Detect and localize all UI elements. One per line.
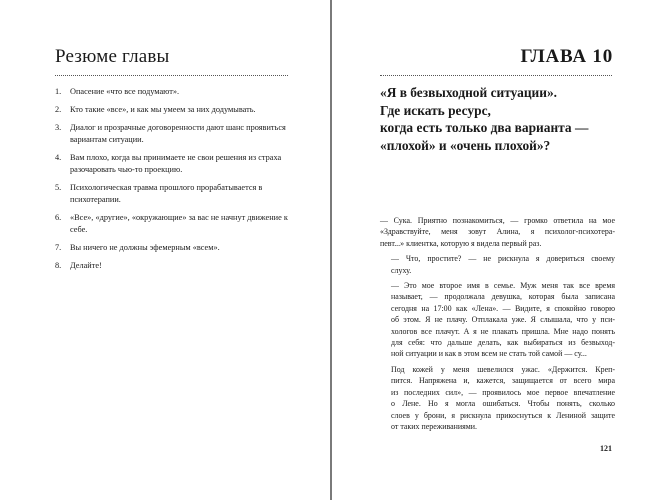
summary-item-text: Диалог и прозрачные договоренности дают шанс проявиться вариантам ситуации.: [70, 123, 286, 144]
summary-item: [55, 182, 295, 206]
summary-item: [55, 260, 295, 272]
body-paragraph: [380, 364, 615, 432]
summary-item: [55, 86, 295, 98]
summary-item-number: 1.: [55, 87, 62, 96]
summary-item: [55, 104, 295, 116]
body-line: Под кожей у меня шевелился ужас. «Держится. Креп-: [391, 364, 615, 374]
body-line: — Сука. Приятно познакомиться, — громко ответила на мое: [380, 216, 615, 225]
summary-list: [55, 86, 295, 278]
summary-item-text: Вы ничего не должны эфемерным «всем».: [70, 243, 220, 252]
body-line: сегодня на 17:00 как «Лена». — Видите, я спокойно говорю: [391, 303, 615, 313]
summary-item-number: 6.: [55, 213, 62, 222]
chapter-divider: [380, 75, 612, 76]
summary-item: [55, 212, 295, 236]
body-paragraph: [380, 253, 615, 276]
title-divider: [55, 75, 288, 76]
heading-line: «плохой» и «очень плохой»?: [380, 137, 551, 153]
summary-item-text: Психологическая травма прошлого прорабатывается в психотерапии.: [70, 183, 263, 204]
summary-item: [55, 242, 295, 254]
summary-item-number: 5.: [55, 183, 62, 192]
heading-line: когда есть только два варианта —: [380, 120, 589, 135]
chapter-body: [380, 215, 615, 436]
body-paragraph: [380, 215, 615, 249]
body-line: из последних сил», — проявилось мое первое впечатление: [391, 387, 615, 397]
body-line: «Здравствуйте, меня зовут Алина, я психолог-психотера-: [380, 227, 615, 237]
right-page: [332, 0, 665, 500]
body-line: певт...» клиентка, которую я видела первый раз.: [380, 238, 542, 248]
body-line: слуху.: [391, 265, 412, 275]
body-paragraph: [380, 280, 615, 360]
body-line: называет, — продолжала девушка, которая была записана: [391, 292, 615, 302]
body-line: о Лене. Но я могла ошибаться. Чтобы понять, сколько: [391, 399, 615, 409]
body-line: для себя: что дальше делать, как выбираться из безвыход-: [391, 338, 615, 348]
summary-item-text: Вам плохо, когда вы принимаете не свои решения из страха разочаровать чью-то проекцию.: [70, 153, 282, 174]
summary-item-number: 2.: [55, 105, 62, 114]
body-line: хологов все плачут. А я не плакать пришла. Мне надо понять: [391, 326, 615, 336]
chapter-heading: [380, 84, 630, 154]
heading-line: «Я в безвыходной ситуации».: [380, 85, 558, 100]
chapter-label: ГЛАВА 10: [520, 46, 613, 67]
body-line: — Это мое второе имя в семье. Муж меня так все время: [391, 281, 615, 291]
body-line: слоев у брони, я рискнула прикоснуться к Лениной защите: [391, 410, 615, 420]
summary-item: [55, 152, 295, 176]
page-number: 121: [600, 444, 612, 453]
summary-item-text: Кто такие «все», и как мы умеем за них додумывать.: [70, 105, 256, 114]
body-line: — Что, простите? — не рискнула я довериться своему: [391, 254, 615, 264]
body-line: пится. Напряжена и, кажется, защищается от всего мира: [391, 376, 615, 386]
summary-item-text: Опасение «что все подумают».: [70, 87, 180, 96]
body-line: об этом. Я не плачу. Отплакала уже. Я слышала, что у пси-: [391, 315, 615, 325]
summary-item-text: Делайте!: [70, 261, 102, 270]
summary-item-text: «Все», «другие», «окружающие» за вас не начнут движение к себе.: [70, 213, 288, 234]
summary-item-number: 8.: [55, 261, 62, 270]
body-line: ной ситуации и как в этом всем не стать той самой — су...: [391, 349, 587, 359]
chapter-summary-title: Резюме главы: [55, 46, 170, 67]
summary-item-number: 3.: [55, 123, 62, 132]
summary-item: [55, 122, 295, 146]
summary-item-number: 7.: [55, 243, 62, 252]
body-line: от таких переживаниями.: [391, 421, 478, 431]
summary-item-number: 4.: [55, 153, 62, 162]
heading-line: Где искать ресурс,: [380, 102, 491, 118]
left-page: [0, 0, 330, 500]
